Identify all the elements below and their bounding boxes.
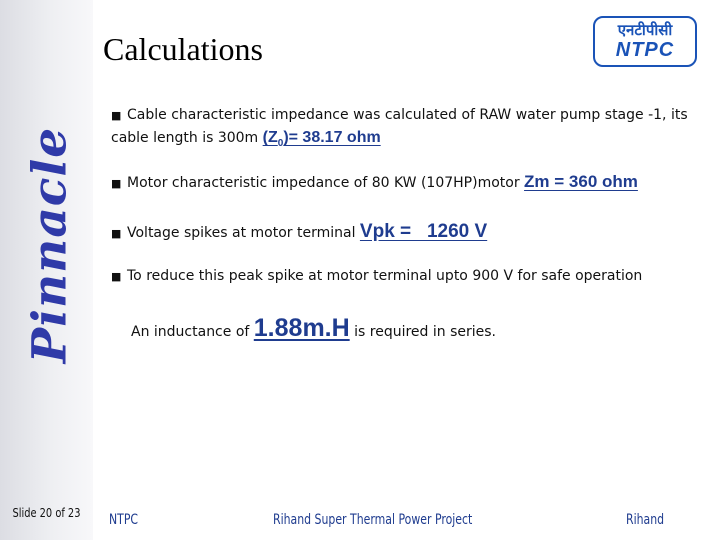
logo-hindi-text: एनटीपीसी: [617, 21, 673, 39]
inductance-text-before: An inductance of: [131, 324, 254, 340]
voltage-spike-value: Vpk = 1260 V: [359, 221, 488, 242]
impedance-subscript: 0: [277, 138, 284, 150]
bullet-icon: ■: [111, 270, 122, 283]
bullet-reduce-spike: [111, 268, 642, 284]
ntpc-logo: [593, 16, 697, 67]
bullet-text: Voltage spikes at motor terminal: [127, 225, 360, 241]
logo-english-text: NTPC: [615, 39, 675, 61]
impedance-value: )= 38.17 ohm: [283, 129, 381, 146]
impedance-symbol: (Z: [262, 129, 278, 146]
sidebar-brand-text: Pinnacle: [22, 126, 78, 364]
bullet-text: To reduce this peak spike at motor terminal upto 900 V for safe operation: [127, 268, 643, 284]
bullet-cable-impedance: [111, 104, 707, 155]
sidebar: [0, 0, 93, 540]
bullet-icon: ■: [111, 227, 122, 240]
inductance-text-after: is required in series.: [349, 324, 496, 340]
bullet-voltage-spikes: [111, 221, 487, 243]
bullet-text: Motor characteristic impedance of 80 KW (107HP)motor: [127, 175, 525, 191]
bullet-icon: ■: [111, 177, 122, 190]
inductance-value: 1.88m.H: [253, 314, 350, 342]
inductance-line: [131, 314, 496, 343]
page-title: Calculations: [103, 31, 263, 67]
bullet-text: Cable characteristic impedance was calculated of RAW water pump stage -1, its cable length is 300m: [111, 107, 688, 146]
footer-right: Rihand: [626, 512, 665, 528]
footer-left: NTPC: [109, 512, 139, 528]
bullet-motor-impedance: [111, 172, 638, 192]
footer-center: Rihand Super Thermal Power Project: [273, 512, 473, 528]
bullet-icon: ■: [111, 109, 122, 122]
motor-impedance-value: Zm = 360 ohm: [524, 172, 638, 191]
cable-impedance-value: [262, 129, 381, 150]
slide-number: Slide 20 of 23: [12, 506, 81, 520]
